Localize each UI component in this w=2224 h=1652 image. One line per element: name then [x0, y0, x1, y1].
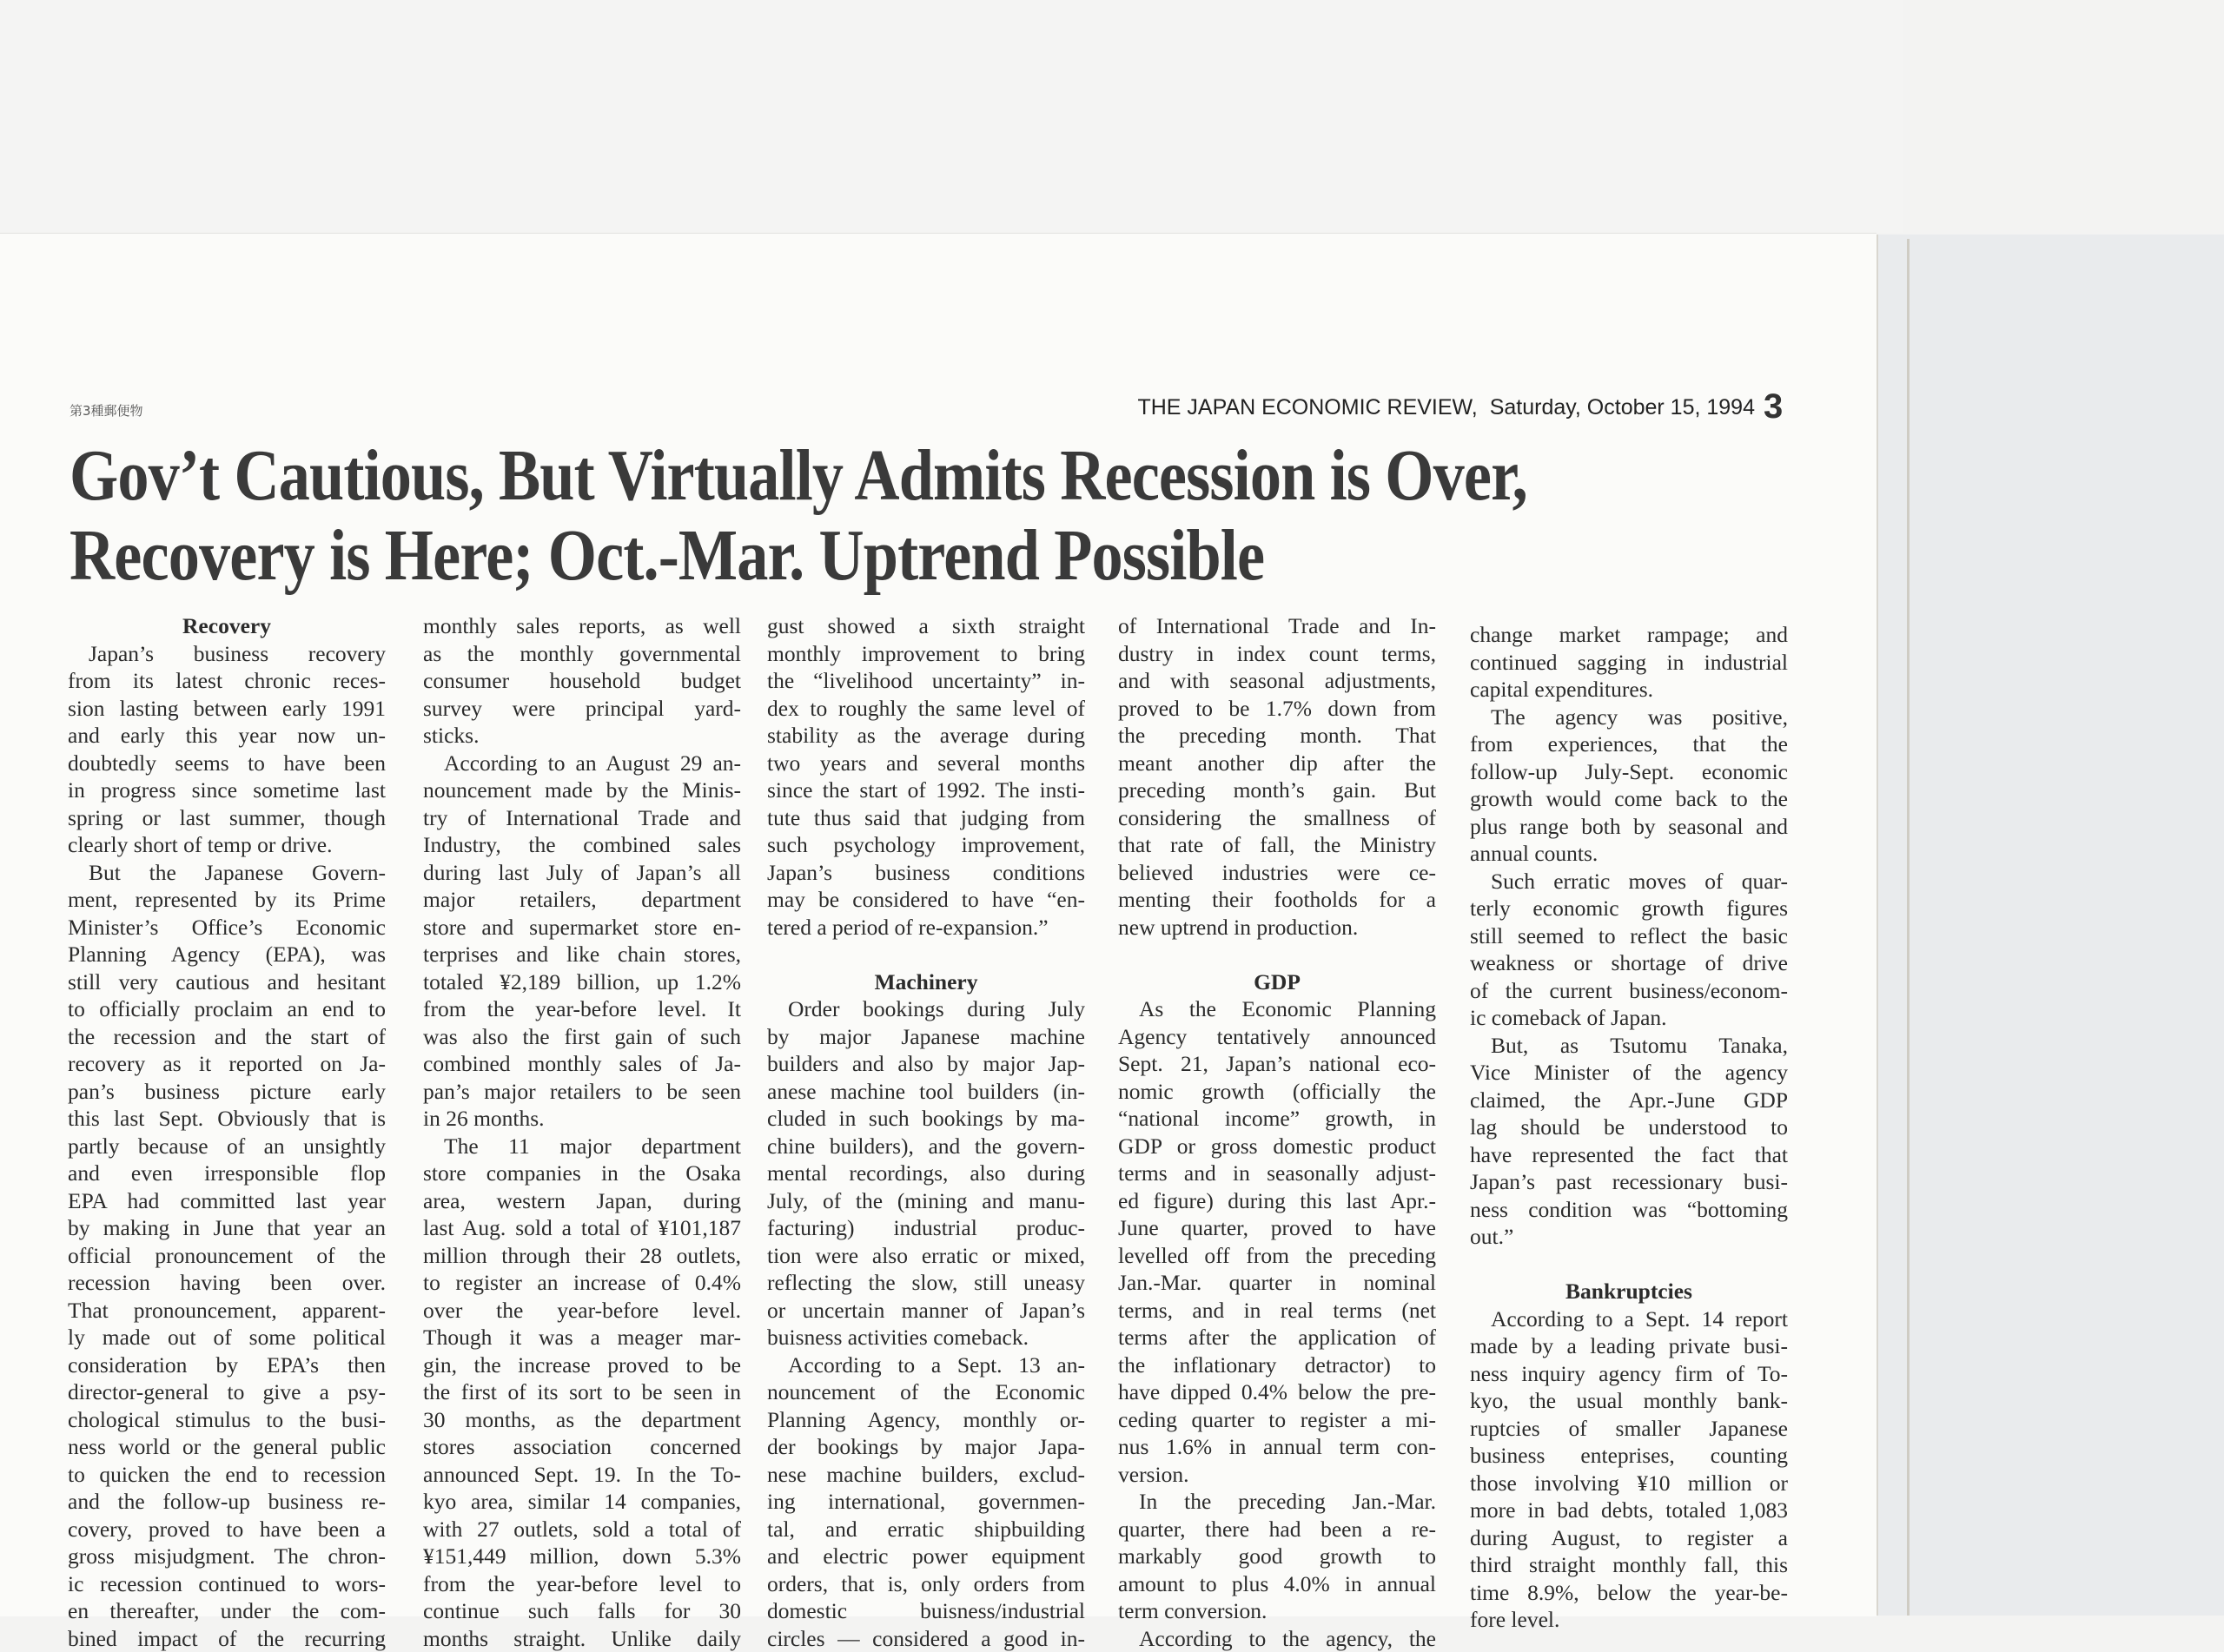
text-line: tal, and erratic shipbuilding [767, 1516, 1085, 1543]
text-line: domestic buisness/industrial [767, 1597, 1085, 1625]
text-line: of International Trade and In- [1118, 612, 1436, 640]
text-line: levelled off from the preceding [1118, 1242, 1436, 1270]
text-line: consumer household budget [423, 667, 741, 695]
issue-date: Saturday, October 15, 1994 [1490, 395, 1755, 420]
text-line: and electric power equipment [767, 1543, 1085, 1570]
text-line: ness world or the general public [68, 1433, 386, 1461]
section-heading: Recovery [68, 612, 386, 640]
text-line: ment, represented by its Prime [68, 886, 386, 914]
text-line: monthly sales reports, as well [423, 612, 741, 640]
text-line: that rate of fall, the Ministry [1118, 831, 1436, 859]
text-line: doubtedly seems to have been [68, 750, 386, 777]
postal-mark: 第3種郵便物 [70, 401, 143, 420]
text-line: area, western Japan, during [423, 1187, 741, 1215]
text-line: since the start of 1992. The insti- [767, 776, 1085, 804]
text-line: GDP or gross domestic product [1118, 1133, 1436, 1160]
text-line: the preceding month. That [1118, 722, 1436, 750]
adjacent-page-edge [1876, 235, 2224, 1616]
text-line: those involving ¥10 million or [1470, 1470, 1788, 1497]
text-line: According to the agency, the [1118, 1625, 1436, 1652]
text-line: from its latest chronic reces- [68, 667, 386, 695]
text-line: with 27 outlets, sold a total of [423, 1516, 741, 1543]
text-line: builders and also by major Jap- [767, 1050, 1085, 1078]
text-line: follow-up July-Sept. economic [1470, 758, 1788, 786]
text-line: nus 1.6% in annual term con- [1118, 1433, 1436, 1461]
section-heading: Machinery [767, 968, 1085, 996]
article-column-2 [423, 612, 741, 1652]
text-line: term conversion. [1118, 1597, 1436, 1625]
text-line: survey were principal yard- [423, 695, 741, 723]
text-line: nouncement made by the Minis- [423, 776, 741, 804]
text-line: recession having been over. [68, 1269, 386, 1297]
text-line: stores association concerned [423, 1433, 741, 1461]
text-line: But, as Tsutomu Tanaka, [1470, 1032, 1788, 1060]
text-line: kyo area, similar 14 companies, [423, 1488, 741, 1516]
text-line: growth would come back to the [1470, 785, 1788, 813]
text-line: to officially proclaim an end to [68, 995, 386, 1023]
text-line: ness inquiry agency firm of To- [1470, 1360, 1788, 1388]
text-line: during August, to register a [1470, 1524, 1788, 1552]
text-line: fore level. [1470, 1606, 1788, 1634]
text-line: the inflationary detractor) to [1118, 1351, 1436, 1379]
text-line: meant another dip after the [1118, 750, 1436, 777]
text-line: consideration by EPA’s then [68, 1351, 386, 1379]
text-line: dustry in index count terms, [1118, 640, 1436, 668]
text-line: nouncement of the Economic [767, 1378, 1085, 1406]
text-line: Such erratic moves of quar- [1470, 868, 1788, 895]
text-line: monthly improvement to bring [767, 640, 1085, 668]
text-line: covery, proved to have been a [68, 1516, 386, 1543]
text-line: over the year-before level. [423, 1297, 741, 1325]
text-line: business enteprises, counting [1470, 1442, 1788, 1470]
text-line: Industry, the combined sales [423, 831, 741, 859]
text-line: ¥151,449 million, down 5.3% [423, 1543, 741, 1570]
article-column-5 [1470, 621, 1788, 1634]
text-line: and the follow-up business re- [68, 1488, 386, 1516]
text-line: totaled ¥2,189 billion, up 1.2% [423, 968, 741, 996]
text-line: According to a Sept. 13 an- [767, 1351, 1085, 1379]
section-heading: GDP [1118, 968, 1436, 996]
text-line: have dipped 0.4% below the pre- [1118, 1378, 1436, 1406]
text-line: more in bad debts, totaled 1,083 [1470, 1497, 1788, 1524]
text-line: or uncertain manner of Japan’s [767, 1297, 1085, 1325]
headline-line-2: Recovery is Here; Oct.-Mar. Uptrend Possible [70, 519, 1264, 592]
text-line: announced Sept. 19. In the To- [423, 1461, 741, 1489]
text-line: spring or last summer, though [68, 804, 386, 832]
text-line: change market rampage; and [1470, 621, 1788, 649]
text-line: major retailers, department [423, 886, 741, 914]
text-line: pan’s major retailers to be seen [423, 1078, 741, 1106]
text-line: believed industries were ce- [1118, 859, 1436, 887]
text-line: tered a period of re-expansion.” [767, 914, 1085, 942]
text-line: That pronouncement, apparent- [68, 1297, 386, 1325]
text-line: der bookings by major Japa- [767, 1433, 1085, 1461]
text-line: terly economic growth figures [1470, 895, 1788, 922]
text-line: nomic growth (officially the [1118, 1078, 1436, 1106]
text-line: chological stimulus to the busi- [68, 1406, 386, 1434]
text-line: Minister’s Office’s Economic [68, 914, 386, 942]
text-line: mental recordings, also during [767, 1160, 1085, 1187]
text-line: director-general to give a psy- [68, 1378, 386, 1406]
scan-background [0, 0, 1903, 233]
text-line: weakness or shortage of drive [1470, 949, 1788, 977]
text-line: ly made out of some political [68, 1324, 386, 1351]
page-fold-edge [1907, 239, 1910, 1616]
text-line: million through their 28 outlets, [423, 1242, 741, 1270]
text-line: en thereafter, under the com- [68, 1597, 386, 1625]
text-line: Japan’s past recessionary busi- [1470, 1168, 1788, 1196]
text-line: continued sagging in industrial [1470, 649, 1788, 677]
text-line: the “livelihood uncertainty” in- [767, 667, 1085, 695]
text-line: proved to be 1.7% down from [1118, 695, 1436, 723]
article-column-4 [1118, 612, 1436, 1652]
text-line: may be considered to have “en- [767, 886, 1085, 914]
text-line: June quarter, proved to have [1118, 1214, 1436, 1242]
text-line: July, of the (mining and manu- [767, 1187, 1085, 1215]
text-line: Though it was a meager mar- [423, 1324, 741, 1351]
text-line: quarter, there had been a re- [1118, 1516, 1436, 1543]
text-line: ness condition was “bottoming [1470, 1196, 1788, 1224]
text-line: version. [1118, 1461, 1436, 1489]
text-line: The 11 major department [423, 1133, 741, 1160]
text-line: buisness activities comeback. [767, 1324, 1085, 1351]
text-line: ceding quarter to register a mi- [1118, 1406, 1436, 1434]
text-line: In the preceding Jan.-Mar. [1118, 1488, 1436, 1516]
text-line: 30 months, as the department [423, 1406, 741, 1434]
text-line: continue such falls for 30 [423, 1597, 741, 1625]
text-line: out.” [1470, 1223, 1788, 1251]
text-line: store companies in the Osaka [423, 1160, 741, 1187]
text-line: by major Japanese machine [767, 1023, 1085, 1051]
article-column-1 [68, 612, 386, 1652]
text-line: terms after the application of [1118, 1324, 1436, 1351]
text-line: sticks. [423, 722, 741, 750]
text-line: Order bookings during July [767, 995, 1085, 1023]
text-line: menting their footholds for a [1118, 886, 1436, 914]
text-line: from the year-before level to [423, 1570, 741, 1598]
text-line: Japan’s business conditions [767, 859, 1085, 887]
text-line: Japan’s business recovery [68, 640, 386, 668]
text-line: lag should be understood to [1470, 1113, 1788, 1141]
text-line: during last July of Japan’s all [423, 859, 741, 887]
text-line: ruptcies of smaller Japanese [1470, 1415, 1788, 1443]
text-line: bined impact of the recurring [68, 1625, 386, 1652]
text-line: the first of its sort to be seen in [423, 1378, 741, 1406]
text-line: amount to plus 4.0% in annual [1118, 1570, 1436, 1598]
text-line: chine builders), and the govern- [767, 1133, 1085, 1160]
text-line: the recession and the start of [68, 1023, 386, 1051]
text-line: gross misjudgment. The chron- [68, 1543, 386, 1570]
text-line: of the current business/econom- [1470, 977, 1788, 1005]
text-line: Planning Agency, monthly or- [767, 1406, 1085, 1434]
text-line: in progress since sometime last [68, 776, 386, 804]
text-line: orders, that is, only orders from [767, 1570, 1085, 1598]
text-line: EPA had committed last year [68, 1187, 386, 1215]
text-line: Planning Agency (EPA), was [68, 941, 386, 968]
text-line: But the Japanese Govern- [68, 859, 386, 887]
text-line: from the year-before level. It [423, 995, 741, 1023]
text-line: facturing) industrial produc- [767, 1214, 1085, 1242]
text-line: capital expenditures. [1470, 676, 1788, 704]
text-line: have represented the fact that [1470, 1141, 1788, 1169]
text-line: store and supermarket store en- [423, 914, 741, 942]
article-column-3 [767, 612, 1085, 1652]
publication-name: THE JAPAN ECONOMIC REVIEW, [1137, 395, 1477, 420]
text-line: annual counts. [1470, 840, 1788, 868]
text-line: preceding month’s gain. But [1118, 776, 1436, 804]
text-line: two years and several months [767, 750, 1085, 777]
text-line: terms, and in real terms (net [1118, 1297, 1436, 1325]
text-line: in 26 months. [423, 1105, 741, 1133]
text-line: dex to roughly the same level of [767, 695, 1085, 723]
text-line: months straight. Unlike daily [423, 1625, 741, 1652]
text-line: As the Economic Planning [1118, 995, 1436, 1023]
page-number: 3 [1764, 387, 1783, 426]
text-line: last Aug. sold a total of ¥101,187 [423, 1214, 741, 1242]
text-line: to quicken the end to recession [68, 1461, 386, 1489]
text-line: considering the smallness of [1118, 804, 1436, 832]
text-line: The agency was positive, [1470, 704, 1788, 731]
text-line: made by a leading private busi- [1470, 1332, 1788, 1360]
text-line: anese machine tool builders (in- [767, 1078, 1085, 1106]
section-heading: Bankruptcies [1470, 1278, 1788, 1305]
text-line: time 8.9%, below the year-be- [1470, 1579, 1788, 1607]
text-line: Vice Minister of the agency [1470, 1059, 1788, 1087]
text-line: such psychology improvement, [767, 831, 1085, 859]
text-line: ic comeback of Japan. [1470, 1004, 1788, 1032]
text-line: official pronouncement of the [68, 1242, 386, 1270]
text-line: partly because of an unsightly [68, 1133, 386, 1160]
text-line: gust showed a sixth straight [767, 612, 1085, 640]
text-line: was also the first gain of such [423, 1023, 741, 1051]
text-line: combined monthly sales of Ja- [423, 1050, 741, 1078]
text-line: gin, the increase proved to be [423, 1351, 741, 1379]
text-line: sion lasting between early 1991 [68, 695, 386, 723]
text-line: by making in June that year an [68, 1214, 386, 1242]
text-line: Agency tentatively announced [1118, 1023, 1436, 1051]
text-line: this last Sept. Obviously that is [68, 1105, 386, 1133]
text-line: ing international, governmen- [767, 1488, 1085, 1516]
text-line: tute thus said that judging from [767, 804, 1085, 832]
text-line: still seemed to reflect the basic [1470, 922, 1788, 950]
text-line: try of International Trade and [423, 804, 741, 832]
text-line: and even irresponsible flop [68, 1160, 386, 1187]
text-line: kyo, the usual monthly bank- [1470, 1387, 1788, 1415]
text-line: still very cautious and hesitant [68, 968, 386, 996]
text-line: cluded in such bookings by ma- [767, 1105, 1085, 1133]
text-line: circles — considered a good in- [767, 1625, 1085, 1652]
text-line: new uptrend in production. [1118, 914, 1436, 942]
text-line: third straight monthly fall, this [1470, 1551, 1788, 1579]
text-line: According to a Sept. 14 report [1470, 1305, 1788, 1333]
text-line: terms and in seasonally adjust- [1118, 1160, 1436, 1187]
text-line: stability as the average during [767, 722, 1085, 750]
text-line: terprises and like chain stores, [423, 941, 741, 968]
masthead [1137, 395, 1755, 420]
text-line: and with seasonal adjustments, [1118, 667, 1436, 695]
text-line: “national income” growth, in [1118, 1105, 1436, 1133]
text-line: reflecting the slow, still uneasy [767, 1269, 1085, 1297]
text-line: to register an increase of 0.4% [423, 1269, 741, 1297]
text-line: plus range both by seasonal and [1470, 813, 1788, 841]
text-line: ic recession continued to wors- [68, 1570, 386, 1598]
text-line: According to an August 29 an- [423, 750, 741, 777]
text-line: recovery as it reported on Ja- [68, 1050, 386, 1078]
text-line: clearly short of temp or drive. [68, 831, 386, 859]
text-line: tion were also erratic or mixed, [767, 1242, 1085, 1270]
text-line: pan’s business picture early [68, 1078, 386, 1106]
text-line: ed figure) during this last Apr.- [1118, 1187, 1436, 1215]
text-line: nese machine builders, exclud- [767, 1461, 1085, 1489]
text-line: from experiences, that the [1470, 730, 1788, 758]
text-line: markably good growth to [1118, 1543, 1436, 1570]
text-line: and early this year now un- [68, 722, 386, 750]
text-line: as the monthly governmental [423, 640, 741, 668]
text-line: claimed, the Apr.-June GDP [1470, 1087, 1788, 1114]
text-line: Jan.-Mar. quarter in nominal [1118, 1269, 1436, 1297]
text-line: Sept. 21, Japan’s national eco- [1118, 1050, 1436, 1078]
headline-line-1: Gov’t Cautious, But Virtually Admits Recession is Over, [70, 439, 1527, 512]
